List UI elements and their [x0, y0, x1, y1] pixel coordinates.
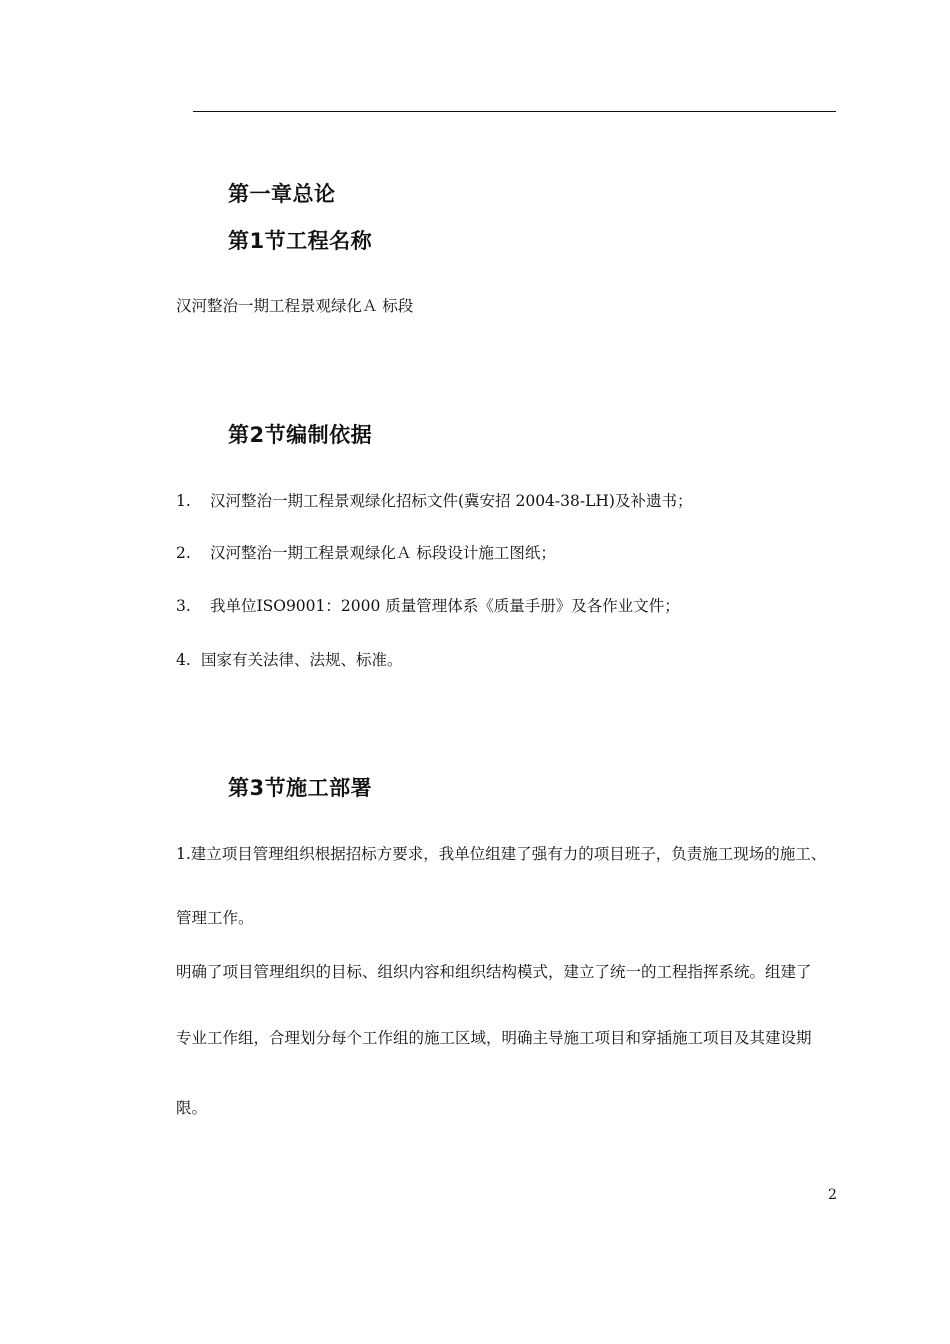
list-item-number: 1. — [176, 492, 191, 510]
page-number: 2 — [828, 1187, 837, 1203]
body-line: 1.建立项目管理组织根据招标方要求，我单位组建了强有力的项目班子，负责施工现场的施工、 — [176, 845, 827, 863]
list-item-number: 2. — [176, 544, 191, 562]
section-2-title: 第2节编制依据 — [228, 423, 373, 447]
list-item — [176, 648, 403, 670]
chapter-title: 第一章总论 — [228, 182, 336, 206]
list-item-text: 汉河整治一期工程景观绿化招标文件(冀安招 2004-38-LH)及补遗书； — [210, 492, 693, 510]
list-item-text: 汉河整治一期工程景观绿化Ａ 标段设计施工图纸； — [210, 544, 556, 562]
list-item — [176, 594, 680, 616]
list-item-text: 我单位ISO9001：2000 质量管理体系《质量手册》及各作业文件； — [210, 597, 680, 615]
section-1-title: 第1节工程名称 — [228, 229, 373, 253]
list-item-number: 3. — [176, 597, 191, 615]
list-item — [176, 541, 556, 563]
section-3-title: 第3节施工部署 — [228, 776, 373, 800]
body-line: 明确了项目管理组织的目标、组织内容和组织结构模式，建立了统一的工程指挥系统。组建了 — [176, 963, 812, 981]
list-item — [176, 489, 692, 511]
list-item-text: 国家有关法律、法规、标准。 — [201, 651, 403, 669]
list-item-number: 4. — [176, 651, 191, 669]
project-name-paragraph: 汉河整治一期工程景观绿化Ａ 标段 — [176, 297, 414, 315]
body-line: 限。 — [176, 1099, 208, 1117]
body-line: 专业工作组，合理划分每个工作组的施工区域，明确主导施工项目和穿插施工项目及其建设期 — [176, 1029, 812, 1047]
header-rule — [193, 111, 836, 112]
body-line: 管理工作。 — [176, 909, 254, 927]
